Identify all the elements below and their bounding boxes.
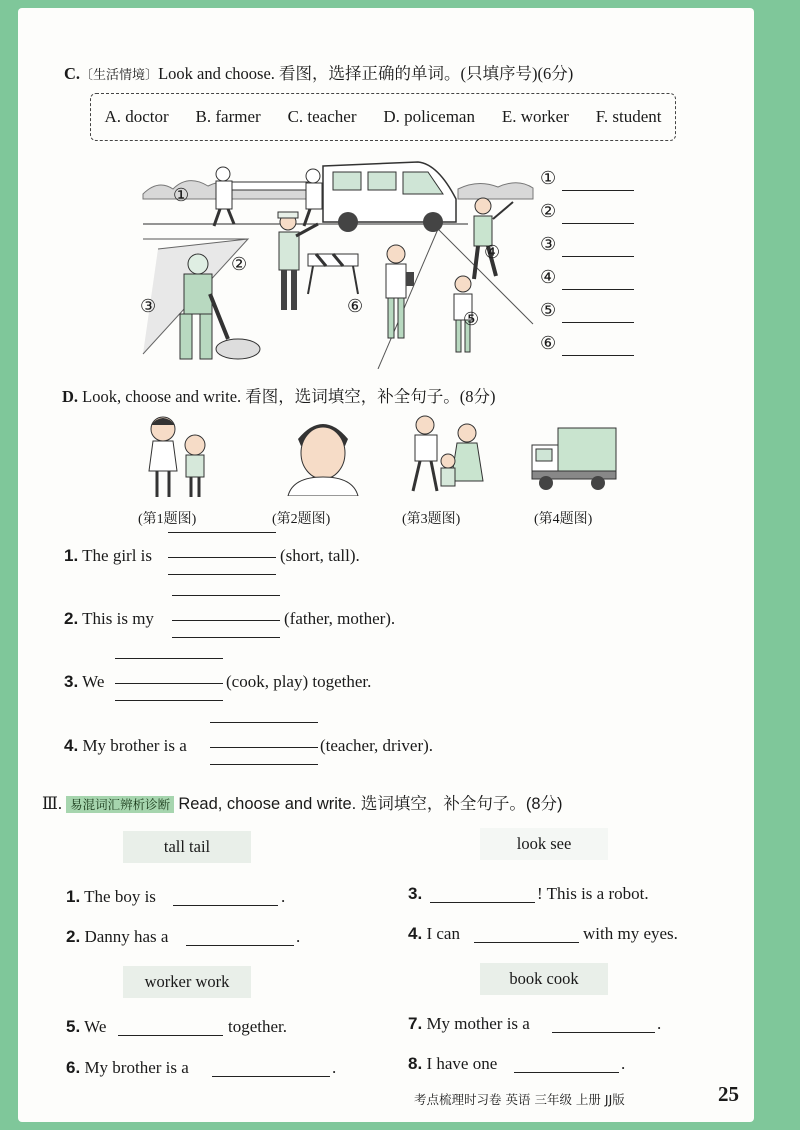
caption-1: (第1题图) xyxy=(138,512,197,527)
teacher xyxy=(386,245,414,338)
d1-top-line xyxy=(168,532,276,533)
d2-choices: (father, mother). xyxy=(284,609,396,628)
truck-picture xyxy=(528,423,618,493)
iii6-answer-blank[interactable] xyxy=(212,1076,330,1077)
d3-choices: (cook, play) together. xyxy=(226,672,372,691)
iii7-answer-blank[interactable] xyxy=(552,1032,655,1033)
road-barrier xyxy=(308,254,358,294)
iii-question-6: 6. My brother is a xyxy=(66,1058,189,1077)
family-playing-picture xyxy=(403,411,488,499)
d-question-1: 1. The girl is xyxy=(64,546,153,565)
option-b: B. farmer xyxy=(195,107,261,126)
footer-book-info: 考点梳理时习卷 英语 三年级 上册 JJ版 xyxy=(414,1092,625,1107)
option-d: D. policeman xyxy=(383,107,475,126)
section-d-letter: D. xyxy=(62,387,79,406)
d2-answer-blank[interactable] xyxy=(172,620,280,621)
girl-and-boy-picture xyxy=(143,411,213,501)
iii1-answer-blank[interactable] xyxy=(173,905,278,906)
road-line xyxy=(378,229,438,369)
d4-choices: (teacher, driver). xyxy=(320,736,434,755)
section-c-header xyxy=(64,60,573,84)
iii6-after: . xyxy=(332,1058,337,1077)
section-d-instruction: Look, choose and write. 看图，选词填空，补全句子。(8分) xyxy=(82,387,496,406)
answer-blank-2[interactable] xyxy=(562,223,634,224)
iii3-answer-blank[interactable] xyxy=(430,902,535,903)
iii5-answer-blank[interactable] xyxy=(118,1035,223,1036)
man-portrait-picture xyxy=(283,411,363,496)
d2-top-line xyxy=(172,595,280,596)
word-box-tall-tail: tall tail xyxy=(123,831,251,863)
answer-row: ③ xyxy=(540,234,556,267)
answer-blank-4[interactable] xyxy=(562,289,634,290)
word-options-box xyxy=(90,93,676,141)
section-3-header xyxy=(42,790,563,814)
word-box-worker-work: worker work xyxy=(123,966,251,998)
iii4-answer-blank[interactable] xyxy=(474,942,579,943)
scene-label-2: ② xyxy=(231,254,248,275)
iii-question-7: 7. My mother is a xyxy=(408,1014,530,1033)
scene-label-1: ① xyxy=(173,185,190,206)
caption-2: (第2题图) xyxy=(272,512,331,527)
section-c-letter: C. xyxy=(64,64,81,83)
iii7-after: . xyxy=(657,1014,662,1033)
section-d-header xyxy=(62,383,496,407)
answer-blank-6[interactable] xyxy=(562,355,634,356)
d-question-4: 4. My brother is a xyxy=(64,736,187,755)
answer-row: ⑤ xyxy=(540,300,556,333)
option-c: C. teacher xyxy=(287,107,357,126)
option-f: F. student xyxy=(595,107,662,126)
option-e: E. worker xyxy=(501,107,569,126)
d4-top-line xyxy=(210,722,318,723)
d-question-2: 2. This is my xyxy=(64,609,154,628)
d1-bottom-line xyxy=(168,574,276,575)
d3-answer-blank[interactable] xyxy=(115,683,223,684)
d-question-3: 3. We xyxy=(64,672,105,691)
answer-blank-5[interactable] xyxy=(562,322,634,323)
scene-label-6: ⑥ xyxy=(347,296,364,317)
section-3-roman: Ⅲ. xyxy=(42,794,63,813)
iii-question-5: 5. We xyxy=(66,1017,107,1036)
section-3-tag: 易混词汇辨析诊断 xyxy=(66,796,174,813)
iii2-after: . xyxy=(296,927,301,946)
worksheet-page xyxy=(18,8,754,1122)
answer-row: ② xyxy=(540,201,556,234)
option-a: A. doctor xyxy=(104,107,169,126)
iii-question-2: 2. Danny has a xyxy=(66,927,169,946)
answer-list xyxy=(540,168,556,366)
d4-answer-blank[interactable] xyxy=(210,747,318,748)
scene-label-3: ③ xyxy=(140,296,157,317)
iii-question-8: 8. I have one xyxy=(408,1054,498,1073)
van xyxy=(323,162,456,232)
answer-blank-3[interactable] xyxy=(562,256,634,257)
d3-bottom-line xyxy=(115,700,223,701)
iii1-after: . xyxy=(281,887,286,906)
iii2-answer-blank[interactable] xyxy=(186,945,294,946)
caption-4: (第4题图) xyxy=(534,512,593,527)
street-scene-illustration xyxy=(138,154,538,369)
caption-3: (第3题图) xyxy=(402,512,461,527)
section-c-tag: 〔生活情境〕 xyxy=(80,67,159,82)
iii-question-3: 3. xyxy=(408,884,423,903)
answer-row: ① xyxy=(540,168,556,201)
scene-label-5: ⑤ xyxy=(463,309,480,330)
page-frame-left xyxy=(0,0,18,1130)
iii4-after: with my eyes. xyxy=(583,924,678,943)
iii3-after: ! This is a robot. xyxy=(537,884,649,903)
scene-label-4: ④ xyxy=(484,242,501,263)
page-frame-right xyxy=(754,0,800,1130)
answer-blank-1[interactable] xyxy=(562,190,634,191)
d4-bottom-line xyxy=(210,764,318,765)
word-box-book-cook: book cook xyxy=(480,963,608,995)
farmer xyxy=(474,198,513,279)
iii8-answer-blank[interactable] xyxy=(514,1072,619,1073)
d1-choices: (short, tall). xyxy=(280,546,360,565)
section-3-instruction: Read, choose and write. 选词填空，补全句子。(8分) xyxy=(178,795,563,813)
word-box-look-see: look see xyxy=(480,828,608,860)
iii-question-1: 1. The boy is xyxy=(66,887,156,906)
iii5-after: together. xyxy=(228,1017,288,1036)
answer-row: ④ xyxy=(540,267,556,300)
page-number: 25 xyxy=(718,1082,739,1106)
d2-bottom-line xyxy=(172,637,280,638)
d1-answer-blank[interactable] xyxy=(168,557,276,558)
iii-question-4: 4. I can xyxy=(408,924,460,943)
hedge-right xyxy=(458,183,533,199)
section-c-instruction: Look and choose. 看图，选择正确的单词。(只填序号)(6分) xyxy=(158,64,574,83)
answer-row: ⑥ xyxy=(540,333,556,366)
d3-top-line xyxy=(115,658,223,659)
iii8-after: . xyxy=(621,1054,626,1073)
